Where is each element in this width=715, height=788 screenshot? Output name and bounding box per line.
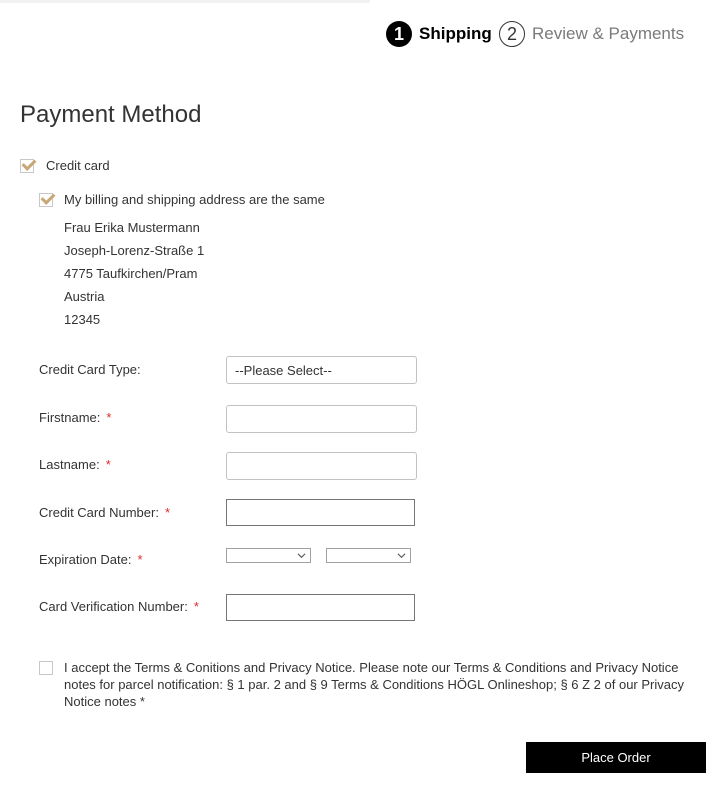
expiration-month-select[interactable] (226, 548, 311, 563)
firstname-label: Firstname: * (39, 410, 112, 425)
card-type-label: Credit Card Type: (39, 362, 141, 377)
lastname-input[interactable] (226, 452, 417, 480)
page-title: Payment Method (20, 101, 202, 128)
step-label: Shipping (419, 24, 492, 43)
chevron-down-icon (397, 551, 406, 560)
credit-card-checkbox[interactable] (20, 159, 34, 173)
place-order-button[interactable]: Place Order (526, 742, 706, 773)
terms-text: I accept the Terms & Conitions and Privacy Notice. Please note our Terms & Conditions and Privacy Notice notes for parcel notification: § 1 par. 2 and § 9 Terms & Conditions HÖGL Onlineshop; § 6 Z 2 of our Privacy Notice notes * (64, 660, 684, 709)
required-mark: * (106, 410, 112, 425)
lastname-label: Lastname: * (39, 457, 111, 472)
terms-checkbox[interactable] (39, 661, 53, 675)
expiration-year-select[interactable] (326, 548, 411, 563)
credit-card-label[interactable]: Credit card (46, 158, 110, 173)
address-phone: 12345 (64, 312, 101, 327)
chevron-down-icon (297, 551, 306, 560)
required-mark: * (105, 457, 111, 472)
required-mark: * (137, 552, 143, 567)
address-name: Frau Erika Mustermann (64, 220, 200, 235)
required-mark: * (164, 505, 170, 520)
same-address-checkbox[interactable] (39, 193, 53, 207)
firstname-input[interactable] (226, 405, 417, 433)
cvn-label: Card Verification Number: * (39, 599, 199, 614)
step-label: Review & Payments (532, 24, 685, 43)
step-number: 1 (386, 21, 412, 47)
card-number-input[interactable] (226, 499, 415, 526)
step-number: 2 (499, 21, 525, 47)
address-street: Joseph-Lorenz-Straße 1 (64, 243, 205, 258)
same-address-label[interactable]: My billing and shipping address are the same (64, 192, 325, 207)
progress-step-shipping (386, 21, 492, 47)
card-number-label: Credit Card Number: * (39, 505, 170, 520)
required-mark: * (193, 599, 199, 614)
address-city: 4775 Taufkirchen/Pram (64, 266, 198, 281)
expiration-label: Expiration Date: * (39, 552, 143, 567)
top-divider (0, 0, 370, 3)
address-country: Austria (64, 289, 105, 304)
card-type-select[interactable] (226, 356, 417, 384)
progress-step-review-payments[interactable] (499, 21, 684, 47)
cvn-input[interactable] (226, 594, 415, 621)
card-type-value: --Please Select-- (235, 362, 332, 378)
